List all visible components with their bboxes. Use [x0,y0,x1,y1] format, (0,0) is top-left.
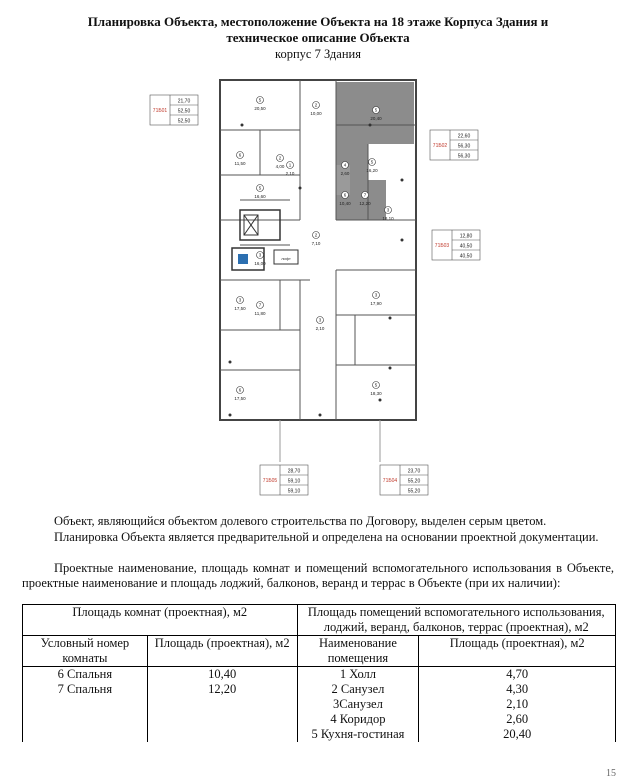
unit-value: 55,20 [407,478,421,485]
room-area: 16,20 [366,168,378,173]
room-area: 17,90 [370,301,382,306]
unit-value: 56,30 [457,153,471,160]
paragraph-preliminary-note: Планировка Объекта является предварительной и определена на основании проектной документации. [54,530,599,544]
unit-code: 71Б02 [432,143,448,149]
room-number: 3 [374,292,378,298]
table-row [23,667,616,683]
room-area: 17,50 [234,306,246,311]
room-number: 6 [238,152,242,158]
page-title-line2: техническое описание Объекта [226,30,410,45]
cell-aux: 3Санузел [297,697,419,712]
unit-value: 12,80 [459,233,473,240]
unit-tag [380,465,428,495]
cell-aux: 2 Санузел [297,682,419,697]
cell-room-area [147,712,297,727]
cell-room: 6 Спальня [23,667,148,683]
cell-aux-area: 2,60 [419,712,616,727]
cell-room: 7 Спальня [23,682,148,697]
room-label [310,102,322,117]
page-title: Планировка Объекта, местоположение Объекта на 18 этаже Корпуса Здания и [87,14,549,29]
room-area: 17,50 [234,396,246,401]
unit-value: 59,10 [287,488,301,495]
unit-code: 71Б04 [382,478,398,484]
room-area: 2,60 [340,171,350,176]
paragraph-highlight-note: Объект, являющийся объектом долевого строительства по Договору, выделен серым цветом. [54,514,547,528]
unit-value: 22,60 [457,133,471,140]
room-number: 5 [258,185,262,191]
table-header-row [23,605,616,636]
room-area: 20,40 [370,116,382,121]
aux-header: Площадь помещений вспомогательного использования, лоджий, веранд, балконов, террас (проектная), м2 [297,605,615,636]
unit-value: 56,30 [457,143,471,150]
room-number: 5 [370,159,374,165]
unit-value: 40,50 [459,253,473,260]
unit-code: 71Б05 [262,478,278,484]
room-number: 6 [343,192,347,198]
room-number: 2 [278,155,282,161]
room-label [370,292,382,307]
room-area: 2,10 [315,326,325,331]
room-number: 3 [258,252,262,258]
room-number: 3 [386,207,390,213]
room-number: 1 [288,162,292,168]
room-label [254,185,266,200]
room-area: 20,50 [254,106,266,111]
room-area: 16,60 [254,194,266,199]
room-label [234,297,246,312]
table-subheader-row [23,636,616,667]
room-area: 10,00 [310,111,322,116]
unit-value: 21,70 [177,98,191,105]
unit-tag [260,465,308,495]
table-row [23,727,616,742]
cell-aux: 4 Коридор [297,712,419,727]
unit-code: 71Б01 [152,108,168,114]
table-row [23,697,616,712]
room-label [254,97,266,112]
unit-value: 52,50 [177,108,191,115]
cell-aux: 1 Холл [297,667,419,683]
unit-value: 23,70 [407,468,421,475]
unit-value: 52,50 [177,118,191,125]
room-number: 5 [258,97,262,103]
room-number: 6 [238,387,242,393]
cell-aux: 5 Кухня-гостиная [297,727,419,742]
rooms-header: Площадь комнат (проектная), м2 [23,605,298,636]
unit-value: 59,10 [287,478,301,485]
cell-room [23,712,148,727]
room-number: 3 [238,297,242,303]
room-label [276,155,285,170]
table-row [23,682,616,697]
room-area: 11,80 [254,311,266,316]
col-room-area: Площадь (проектная), м2 [147,636,297,667]
room-number: 5 [374,382,378,388]
col-aux-name: Наименование помещения [297,636,419,667]
room-label [234,387,246,402]
cell-aux-area: 2,10 [419,697,616,712]
unit-tag [150,95,198,125]
col-room-number: Условный номер комнаты [23,636,148,667]
table-row [23,712,616,727]
unit-value: 55,20 [407,488,421,495]
room-area: 12,20 [359,201,371,206]
unit-code: 71Б03 [434,243,450,249]
cell-aux-area: 20,40 [419,727,616,742]
col-aux-area: Площадь (проектная), м2 [419,636,616,667]
room-area: 10,40 [339,201,351,206]
paragraph-areas-intro: Проектные наименование, площадь комнат и помещений вспомогательного использования в Объекте, проектные наименование и площадь лоджий, балконов, веранд и террас в Объекте (при их наличии): [22,561,614,590]
room-label [235,152,246,167]
room-area: 7,10 [311,241,321,246]
page-number: 15 [606,768,616,779]
lift-label: лифт [281,256,291,261]
unit-tag [430,130,478,160]
cell-room-area: 10,40 [147,667,297,683]
room-number: 2 [314,232,318,238]
room-label [370,382,382,397]
room-label [286,162,295,177]
room-number: 2 [314,102,318,108]
cell-aux-area: 4,30 [419,682,616,697]
areas-table [22,604,616,742]
cell-room-area: 12,20 [147,682,297,697]
building-subtitle: корпус 7 Здания [275,47,361,61]
room-number: 7 [363,192,367,198]
room-number: 3 [318,317,322,323]
room-area: 18,10 [382,216,394,221]
room-area: 2,10 [285,171,295,176]
room-area: 4,00 [275,164,285,169]
room-number: 7 [258,302,262,308]
cell-room-area [147,727,297,742]
unit-tag [432,230,480,260]
cell-room [23,727,148,742]
cell-aux-area: 4,70 [419,667,616,683]
unit-value: 40,50 [459,243,473,250]
object-highlight [336,82,414,220]
room-number: 5 [374,107,378,113]
room-area: 16,00 [254,261,266,266]
unit-value: 28,70 [287,468,301,475]
room-label [255,302,266,317]
cell-room [23,697,148,712]
cell-room-area [147,697,297,712]
room-area: 11,50 [234,161,246,166]
room-label [312,232,321,247]
room-label [316,317,325,332]
floor-plan [140,70,490,500]
unit-tags [150,95,480,495]
room-number: 4 [343,162,347,168]
room-area: 18,30 [370,391,382,396]
